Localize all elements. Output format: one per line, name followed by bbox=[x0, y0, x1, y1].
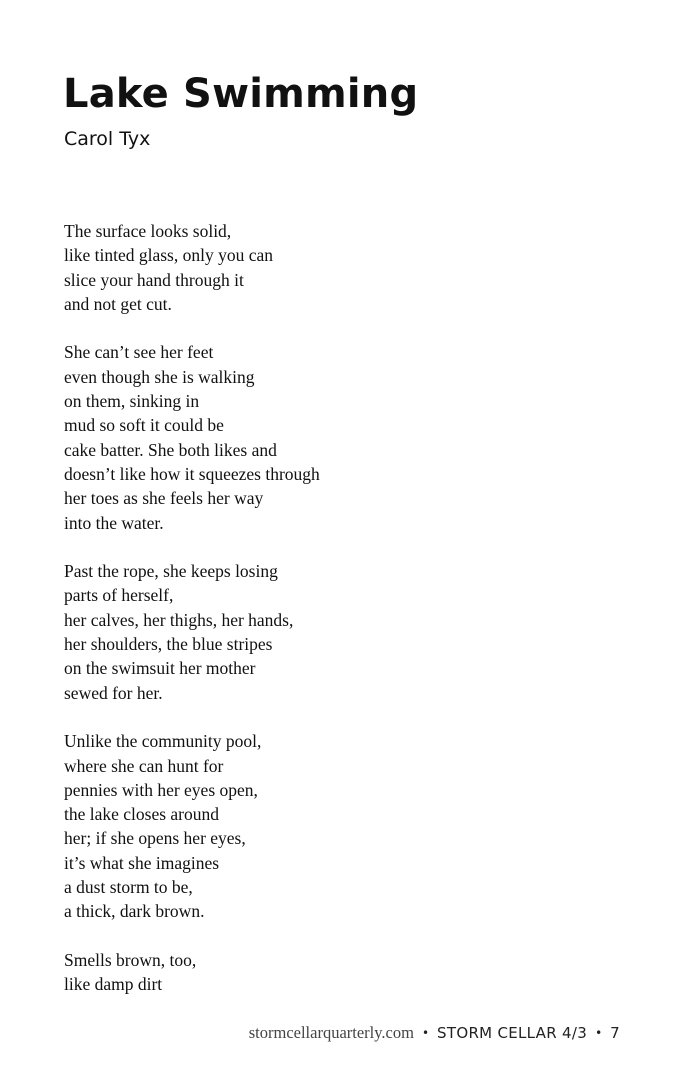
poem-line: Smells brown, too, bbox=[64, 949, 197, 970]
poem-line: where she can hunt for bbox=[64, 755, 224, 776]
page-number: 7 bbox=[610, 1024, 620, 1042]
journal-issue: STORM CELLAR 4/3 bbox=[437, 1024, 588, 1042]
poem-line: her; if she opens her eyes, bbox=[64, 828, 246, 849]
poem-line: like damp dirt bbox=[64, 974, 163, 995]
poem-line: her toes as she feels her way bbox=[64, 488, 264, 509]
poem-line: the lake closes around bbox=[64, 804, 220, 825]
poem-author: Carol Tyx bbox=[64, 128, 151, 150]
stanza bbox=[64, 948, 320, 997]
stanza bbox=[64, 340, 320, 534]
poem-line: even though she is walking bbox=[64, 366, 255, 387]
poem-line: Past the rope, she keeps losing bbox=[64, 561, 278, 582]
poem-line: on them, sinking in bbox=[64, 391, 200, 412]
website-link[interactable]: stormcellarquarterly.com bbox=[248, 1023, 414, 1042]
poem-line: pennies with her eyes open, bbox=[64, 779, 258, 800]
stanza bbox=[64, 219, 320, 316]
stanza bbox=[64, 729, 320, 923]
stanza bbox=[64, 559, 320, 705]
poem-line: parts of herself, bbox=[64, 585, 174, 606]
poem-line: mud so soft it could be bbox=[64, 415, 224, 436]
poem-line: The surface looks solid, bbox=[64, 221, 232, 241]
poem-line: doesn’t like how it squeezes through bbox=[64, 463, 320, 484]
page-footer bbox=[249, 1020, 620, 1047]
poem-line: into the water. bbox=[64, 512, 164, 533]
separator-bullet: • bbox=[595, 1026, 603, 1040]
poem-line: on the swimsuit her mother bbox=[64, 658, 256, 679]
poem-line: She can’t see her feet bbox=[64, 342, 214, 363]
poem-line: and not get cut. bbox=[64, 293, 172, 314]
poem-line: slice your hand through it bbox=[64, 269, 244, 290]
poem-line: sewed for her. bbox=[64, 682, 163, 703]
poem-line: a dust storm to be, bbox=[64, 877, 193, 898]
poem-line: it’s what she imagines bbox=[64, 852, 220, 873]
poem-line: her shoulders, the blue stripes bbox=[64, 634, 273, 655]
poem-line: like tinted glass, only you can bbox=[64, 245, 273, 266]
poem-line: cake batter. She both likes and bbox=[64, 439, 277, 460]
separator-bullet: • bbox=[421, 1026, 430, 1040]
poem-body bbox=[64, 219, 320, 1021]
poem-title: Lake Swimming bbox=[63, 71, 419, 117]
poem-line: her calves, her thighs, her hands, bbox=[64, 609, 294, 630]
poem-line: a thick, dark brown. bbox=[64, 901, 205, 922]
poem-line: Unlike the community pool, bbox=[64, 731, 262, 752]
